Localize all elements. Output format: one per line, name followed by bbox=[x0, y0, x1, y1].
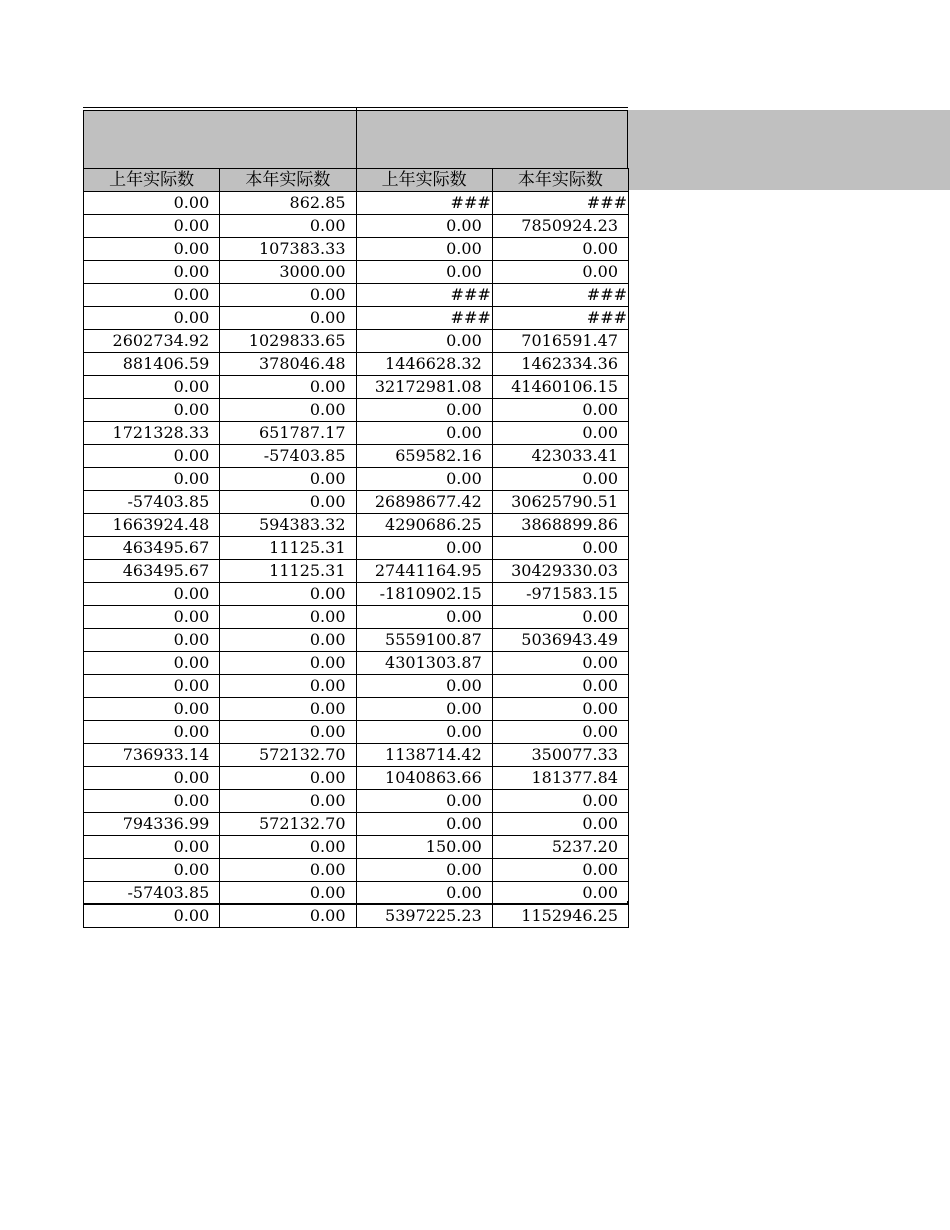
table-cell[interactable]: 0.00 bbox=[220, 836, 356, 859]
table-cell[interactable]: 0.00 bbox=[356, 468, 492, 491]
table-cell[interactable]: 0.00 bbox=[492, 468, 628, 491]
header-prev-year-2[interactable]: 上年实际数 bbox=[356, 169, 492, 192]
table-row bbox=[84, 836, 629, 859]
table-row bbox=[84, 284, 629, 307]
table-cell[interactable]: 0.00 bbox=[84, 399, 220, 422]
column-header-row bbox=[84, 169, 629, 192]
table-cell[interactable]: 0.00 bbox=[492, 606, 628, 629]
table-cell[interactable]: 0.00 bbox=[84, 675, 220, 698]
table-cell[interactable]: 0.00 bbox=[492, 399, 628, 422]
table-cell[interactable]: 0.00 bbox=[220, 629, 356, 652]
table-row bbox=[84, 422, 629, 445]
table-cell[interactable]: 0.00 bbox=[84, 721, 220, 744]
table-cell[interactable]: 0.00 bbox=[356, 675, 492, 698]
header-curr-year-1[interactable]: 本年实际数 bbox=[220, 169, 356, 192]
table-cell[interactable]: 0.00 bbox=[84, 583, 220, 606]
table-cell[interactable]: 181377.84 bbox=[492, 767, 628, 790]
table-cell[interactable]: 7016591.47 bbox=[492, 330, 628, 353]
table-row bbox=[84, 537, 629, 560]
table-cell[interactable]: 0.00 bbox=[356, 790, 492, 813]
table-cell[interactable]: 1029833.65 bbox=[220, 330, 356, 353]
table-cell[interactable]: ### bbox=[492, 284, 628, 307]
table-cell[interactable]: 26898677.42 bbox=[356, 491, 492, 514]
table-cell[interactable]: 0.00 bbox=[84, 859, 220, 882]
table-row bbox=[84, 767, 629, 790]
table-cell[interactable]: 1040863.66 bbox=[356, 767, 492, 790]
table-row bbox=[84, 491, 629, 514]
table-cell[interactable]: 0.00 bbox=[356, 859, 492, 882]
table-cell[interactable]: ### bbox=[356, 284, 492, 307]
table-row bbox=[84, 238, 629, 261]
table-cell[interactable]: 0.00 bbox=[492, 813, 628, 836]
table-cell[interactable]: 659582.16 bbox=[356, 445, 492, 468]
table-cell[interactable]: 0.00 bbox=[84, 307, 220, 330]
table-cell[interactable]: 0.00 bbox=[492, 721, 628, 744]
table-cell[interactable]: 862.85 bbox=[220, 192, 356, 215]
table-cell[interactable]: 794336.99 bbox=[84, 813, 220, 836]
table-row bbox=[84, 307, 629, 330]
table-cell[interactable]: 0.00 bbox=[356, 698, 492, 721]
table-cell[interactable]: 0.00 bbox=[356, 238, 492, 261]
table-cell[interactable]: 5559100.87 bbox=[356, 629, 492, 652]
table-cell[interactable]: 0.00 bbox=[220, 652, 356, 675]
table-cell[interactable]: ### bbox=[492, 192, 628, 215]
table-cell[interactable]: 423033.41 bbox=[492, 445, 628, 468]
table-cell[interactable]: 27441164.95 bbox=[356, 560, 492, 583]
table-body bbox=[84, 192, 629, 928]
table-cell[interactable]: 0.00 bbox=[220, 767, 356, 790]
table-cell[interactable]: -1810902.15 bbox=[356, 583, 492, 606]
table-cell[interactable]: 0.00 bbox=[84, 767, 220, 790]
table-cell[interactable]: 0.00 bbox=[84, 836, 220, 859]
table-cell[interactable]: 0.00 bbox=[220, 698, 356, 721]
table-cell[interactable]: 0.00 bbox=[84, 606, 220, 629]
table-cell[interactable]: ### bbox=[356, 192, 492, 215]
table-cell[interactable]: 0.00 bbox=[356, 606, 492, 629]
table-cell[interactable]: 107383.33 bbox=[220, 238, 356, 261]
table-cell[interactable]: 0.00 bbox=[492, 422, 628, 445]
merged-header-block bbox=[83, 111, 628, 168]
table-cell[interactable]: 463495.67 bbox=[84, 560, 220, 583]
table-cell[interactable]: 0.00 bbox=[84, 376, 220, 399]
table-row bbox=[84, 790, 629, 813]
table-cell[interactable]: 1721328.33 bbox=[84, 422, 220, 445]
table-cell[interactable]: 1446628.32 bbox=[356, 353, 492, 376]
header-column-divider bbox=[356, 107, 357, 168]
table-row bbox=[84, 445, 629, 468]
table-cell[interactable]: 4290686.25 bbox=[356, 514, 492, 537]
table-cell[interactable]: 30625790.51 bbox=[492, 491, 628, 514]
table-row bbox=[84, 652, 629, 675]
table-cell[interactable]: 0.00 bbox=[356, 261, 492, 284]
table-cell[interactable]: 0.00 bbox=[356, 422, 492, 445]
table-cell[interactable]: 0.00 bbox=[84, 698, 220, 721]
table-cell[interactable]: 41460106.15 bbox=[492, 376, 628, 399]
table-cell[interactable]: 0.00 bbox=[220, 307, 356, 330]
table-cell[interactable]: 0.00 bbox=[84, 284, 220, 307]
table-cell[interactable]: 0.00 bbox=[220, 399, 356, 422]
table-row bbox=[84, 399, 629, 422]
table-cell[interactable]: 2602734.92 bbox=[84, 330, 220, 353]
table-cell[interactable]: 0.00 bbox=[492, 238, 628, 261]
table-cell[interactable]: 0.00 bbox=[220, 284, 356, 307]
header-prev-year-1[interactable]: 上年实际数 bbox=[84, 169, 220, 192]
table-cell[interactable]: 7850924.23 bbox=[492, 215, 628, 238]
table-cell[interactable]: 11125.31 bbox=[220, 537, 356, 560]
table-cell[interactable]: 0.00 bbox=[84, 215, 220, 238]
table-cell[interactable]: 0.00 bbox=[220, 215, 356, 238]
table-cell[interactable]: 11125.31 bbox=[220, 560, 356, 583]
table-cell[interactable]: 5036943.49 bbox=[492, 629, 628, 652]
table-cell[interactable]: 594383.32 bbox=[220, 514, 356, 537]
table-cell[interactable]: 0.00 bbox=[84, 790, 220, 813]
table-cell[interactable]: 32172981.08 bbox=[356, 376, 492, 399]
table-row bbox=[84, 905, 629, 928]
table-cell[interactable]: 0.00 bbox=[356, 399, 492, 422]
table-cell[interactable]: 0.00 bbox=[220, 790, 356, 813]
table-cell[interactable]: 3000.00 bbox=[220, 261, 356, 284]
table-row bbox=[84, 330, 629, 353]
table-row bbox=[84, 675, 629, 698]
table-cell[interactable]: 0.00 bbox=[356, 882, 492, 905]
table-cell[interactable]: 0.00 bbox=[84, 468, 220, 491]
table-cell[interactable]: 0.00 bbox=[84, 238, 220, 261]
table-cell[interactable]: -57403.85 bbox=[84, 882, 220, 905]
table-cell[interactable]: 0.00 bbox=[492, 859, 628, 882]
table-cell[interactable]: 0.00 bbox=[220, 376, 356, 399]
table-row bbox=[84, 629, 629, 652]
table-cell[interactable]: 0.00 bbox=[220, 491, 356, 514]
table-row bbox=[84, 813, 629, 836]
table-cell[interactable]: 0.00 bbox=[492, 537, 628, 560]
table-cell[interactable]: 0.00 bbox=[356, 537, 492, 560]
table-cell[interactable]: 378046.48 bbox=[220, 353, 356, 376]
table-row bbox=[84, 514, 629, 537]
table-cell[interactable]: 0.00 bbox=[84, 192, 220, 215]
table-cell[interactable]: 736933.14 bbox=[84, 744, 220, 767]
table-row bbox=[84, 468, 629, 491]
table-cell[interactable]: -57403.85 bbox=[220, 445, 356, 468]
table-row bbox=[84, 192, 629, 215]
table-cell[interactable]: 4301303.87 bbox=[356, 652, 492, 675]
table-cell[interactable]: 0.00 bbox=[84, 261, 220, 284]
table-cell[interactable]: -57403.85 bbox=[84, 491, 220, 514]
table-cell[interactable]: 0.00 bbox=[220, 675, 356, 698]
table-cell[interactable]: 0.00 bbox=[84, 905, 220, 928]
table-cell[interactable]: 0.00 bbox=[220, 882, 356, 905]
table-cell[interactable]: 0.00 bbox=[356, 813, 492, 836]
table-row bbox=[84, 353, 629, 376]
table-cell[interactable]: 150.00 bbox=[356, 836, 492, 859]
table-cell[interactable]: 0.00 bbox=[492, 675, 628, 698]
table-cell[interactable]: 463495.67 bbox=[84, 537, 220, 560]
table-cell[interactable]: 881406.59 bbox=[84, 353, 220, 376]
table-row bbox=[84, 376, 629, 399]
table-cell[interactable]: ### bbox=[492, 307, 628, 330]
table-cell[interactable]: 0.00 bbox=[84, 445, 220, 468]
table-cell[interactable]: ### bbox=[356, 307, 492, 330]
table-cell[interactable]: 1152946.25 bbox=[492, 905, 628, 928]
table-row bbox=[84, 261, 629, 284]
table-row bbox=[84, 698, 629, 721]
table-row bbox=[84, 215, 629, 238]
table-cell[interactable]: 30429330.03 bbox=[492, 560, 628, 583]
table-cell[interactable]: 0.00 bbox=[220, 905, 356, 928]
table-cell[interactable]: 1462334.36 bbox=[492, 353, 628, 376]
table-cell[interactable]: -971583.15 bbox=[492, 583, 628, 606]
table-cell[interactable]: 0.00 bbox=[356, 215, 492, 238]
table-cell[interactable]: 0.00 bbox=[492, 698, 628, 721]
table-cell[interactable]: 0.00 bbox=[356, 330, 492, 353]
table-row bbox=[84, 606, 629, 629]
table-cell[interactable]: 0.00 bbox=[220, 721, 356, 744]
table-cell[interactable]: 0.00 bbox=[492, 261, 628, 284]
table-cell[interactable]: 0.00 bbox=[492, 882, 628, 905]
table-row bbox=[84, 583, 629, 606]
table-cell[interactable]: 3868899.86 bbox=[492, 514, 628, 537]
table-row bbox=[84, 560, 629, 583]
header-gray-band bbox=[628, 110, 950, 190]
table-cell[interactable]: 5397225.23 bbox=[356, 905, 492, 928]
table-cell[interactable]: 572132.70 bbox=[220, 744, 356, 767]
table-cell[interactable]: 0.00 bbox=[356, 721, 492, 744]
table-cell[interactable]: 0.00 bbox=[220, 468, 356, 491]
table-cell[interactable]: 0.00 bbox=[492, 790, 628, 813]
table-cell[interactable]: 651787.17 bbox=[220, 422, 356, 445]
table-cell[interactable]: 1663924.48 bbox=[84, 514, 220, 537]
table-bottom-rule bbox=[83, 901, 628, 904]
table-cell[interactable]: 0.00 bbox=[492, 652, 628, 675]
table-row bbox=[84, 744, 629, 767]
table-cell[interactable]: 1138714.42 bbox=[356, 744, 492, 767]
table-row bbox=[84, 721, 629, 744]
financial-table bbox=[83, 168, 629, 928]
table-cell[interactable]: 0.00 bbox=[220, 606, 356, 629]
table-row bbox=[84, 859, 629, 882]
table-cell[interactable]: 5237.20 bbox=[492, 836, 628, 859]
table-cell[interactable]: 0.00 bbox=[220, 859, 356, 882]
table-cell[interactable]: 572132.70 bbox=[220, 813, 356, 836]
table-cell[interactable]: 0.00 bbox=[84, 652, 220, 675]
header-curr-year-2[interactable]: 本年实际数 bbox=[492, 169, 628, 192]
table-cell[interactable]: 0.00 bbox=[220, 583, 356, 606]
table-cell[interactable]: 350077.33 bbox=[492, 744, 628, 767]
table-cell[interactable]: 0.00 bbox=[84, 629, 220, 652]
